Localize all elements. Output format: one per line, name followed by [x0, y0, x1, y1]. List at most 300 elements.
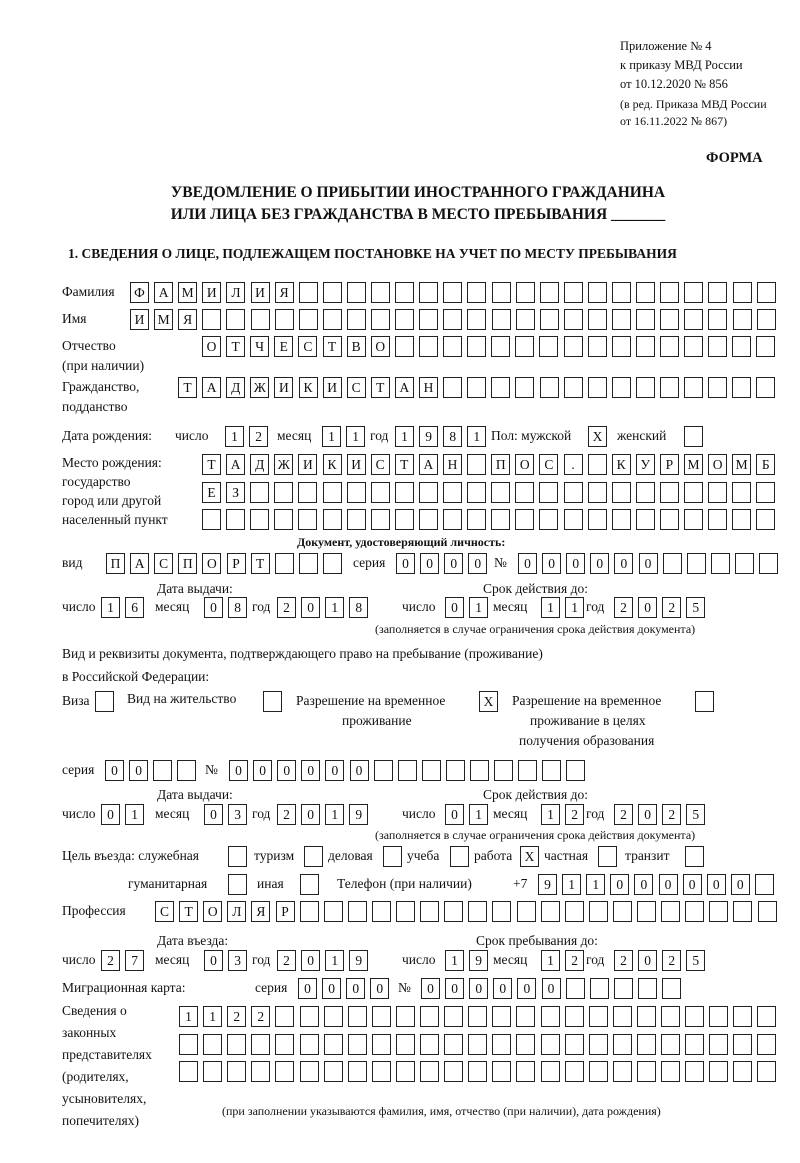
birthplace-2-box[interactable] [708, 509, 727, 530]
birth-year-box[interactable]: 1 [467, 426, 486, 447]
sex-female-checkbox[interactable] [684, 426, 703, 447]
name-box[interactable] [588, 309, 607, 330]
stay_until-day-box[interactable]: 9 [469, 950, 488, 971]
representatives-1-box[interactable] [420, 1034, 439, 1055]
purpose-tourism-checkbox[interactable] [304, 846, 323, 867]
birthplace-0-box[interactable]: У [636, 454, 655, 475]
birth-day-box[interactable]: 1 [225, 426, 244, 447]
patronymic-box[interactable]: В [347, 336, 366, 357]
representatives-1-box[interactable] [300, 1034, 319, 1055]
surname-box[interactable] [708, 282, 727, 303]
surname-box[interactable] [395, 282, 414, 303]
migration_card-number-box[interactable] [590, 978, 609, 999]
stay_doc-issue-month-box[interactable]: 3 [228, 804, 247, 825]
citizenship-box[interactable]: Т [371, 377, 390, 398]
birthplace-0-box[interactable]: Т [395, 454, 414, 475]
citizenship-box[interactable]: Д [226, 377, 245, 398]
birthplace-1-box[interactable] [684, 482, 703, 503]
representatives-0-box[interactable] [637, 1006, 656, 1027]
representatives-2-box[interactable] [444, 1061, 463, 1082]
birthplace-0-box[interactable] [467, 454, 486, 475]
id_doc-number-box[interactable]: 0 [590, 553, 609, 574]
surname-box[interactable]: И [202, 282, 221, 303]
representatives-0-box[interactable] [275, 1006, 294, 1027]
profession-box[interactable] [541, 901, 560, 922]
citizenship-box[interactable] [564, 377, 583, 398]
patronymic-box[interactable]: Е [274, 336, 293, 357]
birthplace-1-box[interactable] [371, 482, 390, 503]
patronymic-box[interactable] [491, 336, 510, 357]
profession-box[interactable] [661, 901, 680, 922]
phone-box[interactable] [755, 874, 774, 895]
birthplace-2-box[interactable] [371, 509, 390, 530]
profession-box[interactable] [517, 901, 536, 922]
birthplace-1-box[interactable] [467, 482, 486, 503]
stay_doc-valid-year-box[interactable]: 2 [662, 804, 681, 825]
birthplace-0-box[interactable]: А [419, 454, 438, 475]
name-box[interactable] [492, 309, 511, 330]
representatives-1-box[interactable] [444, 1034, 463, 1055]
representatives-2-box[interactable] [492, 1061, 511, 1082]
representatives-2-box[interactable] [661, 1061, 680, 1082]
name-box[interactable]: М [154, 309, 173, 330]
id_doc-number-box[interactable]: 0 [614, 553, 633, 574]
stay_doc-series-box[interactable] [153, 760, 172, 781]
surname-box[interactable] [467, 282, 486, 303]
id_doc-issue-year-box[interactable]: 2 [277, 597, 296, 618]
patronymic-box[interactable] [732, 336, 751, 357]
name-box[interactable] [540, 309, 559, 330]
profession-box[interactable]: Л [227, 901, 246, 922]
birth-year-box[interactable]: 8 [443, 426, 462, 447]
birthplace-1-box[interactable] [756, 482, 775, 503]
phone-box[interactable]: 0 [731, 874, 750, 895]
purpose-official-checkbox[interactable] [228, 846, 247, 867]
birthplace-1-box[interactable] [732, 482, 751, 503]
birthplace-0-box[interactable]: П [491, 454, 510, 475]
patronymic-box[interactable] [708, 336, 727, 357]
patronymic-box[interactable]: Т [226, 336, 245, 357]
representatives-2-box[interactable] [324, 1061, 343, 1082]
entry-year-box[interactable]: 2 [277, 950, 296, 971]
stay_until-year-box[interactable]: 5 [686, 950, 705, 971]
birthplace-1-box[interactable] [274, 482, 293, 503]
id_doc-series-box[interactable]: 0 [468, 553, 487, 574]
citizenship-box[interactable] [515, 377, 534, 398]
stay_until-month-box[interactable]: 1 [541, 950, 560, 971]
entry-year-box[interactable]: 0 [301, 950, 320, 971]
birthplace-2-box[interactable] [539, 509, 558, 530]
birthplace-2-box[interactable] [612, 509, 631, 530]
birthplace-1-box[interactable] [347, 482, 366, 503]
name-box[interactable] [612, 309, 631, 330]
stay_doc-temp_permit-checkbox[interactable]: X [479, 691, 498, 712]
birthplace-1-box[interactable] [564, 482, 583, 503]
profession-box[interactable] [420, 901, 439, 922]
surname-box[interactable] [323, 282, 342, 303]
representatives-1-box[interactable] [492, 1034, 511, 1055]
citizenship-box[interactable] [540, 377, 559, 398]
surname-box[interactable] [660, 282, 679, 303]
citizenship-box[interactable]: Ж [250, 377, 269, 398]
representatives-0-box[interactable] [516, 1006, 535, 1027]
birthplace-0-box[interactable]: О [708, 454, 727, 475]
id_doc-issue-month-box[interactable]: 0 [204, 597, 223, 618]
citizenship-box[interactable]: С [347, 377, 366, 398]
surname-box[interactable] [443, 282, 462, 303]
name-box[interactable] [684, 309, 703, 330]
representatives-2-box[interactable] [396, 1061, 415, 1082]
stay_doc-number-box[interactable]: 0 [301, 760, 320, 781]
phone-box[interactable]: 0 [610, 874, 629, 895]
migration_card-number-box[interactable] [638, 978, 657, 999]
birthplace-0-box[interactable]: С [371, 454, 390, 475]
patronymic-box[interactable] [395, 336, 414, 357]
representatives-2-box[interactable] [251, 1061, 270, 1082]
representatives-1-box[interactable] [757, 1034, 776, 1055]
representatives-0-box[interactable] [324, 1006, 343, 1027]
surname-box[interactable]: Ф [130, 282, 149, 303]
representatives-1-box[interactable] [396, 1034, 415, 1055]
birthplace-2-box[interactable] [226, 509, 245, 530]
representatives-1-box[interactable] [227, 1034, 246, 1055]
surname-box[interactable]: Я [275, 282, 294, 303]
surname-box[interactable] [564, 282, 583, 303]
phone-box[interactable]: 1 [562, 874, 581, 895]
representatives-1-box[interactable] [348, 1034, 367, 1055]
stay_doc-series-box[interactable]: 0 [129, 760, 148, 781]
birthplace-2-box[interactable] [491, 509, 510, 530]
representatives-0-box[interactable] [661, 1006, 680, 1027]
name-box[interactable] [564, 309, 583, 330]
purpose-private-checkbox[interactable] [598, 846, 617, 867]
patronymic-box[interactable] [756, 336, 775, 357]
stay_doc-issue-month-box[interactable]: 0 [204, 804, 223, 825]
stay_doc-valid-year-box[interactable]: 2 [614, 804, 633, 825]
citizenship-box[interactable] [612, 377, 631, 398]
representatives-0-box[interactable] [372, 1006, 391, 1027]
stay_doc-number-box[interactable] [566, 760, 585, 781]
citizenship-box[interactable]: А [202, 377, 221, 398]
surname-box[interactable]: Л [226, 282, 245, 303]
representatives-0-box[interactable] [444, 1006, 463, 1027]
representatives-0-box[interactable] [300, 1006, 319, 1027]
representatives-1-box[interactable] [589, 1034, 608, 1055]
surname-box[interactable] [371, 282, 390, 303]
patronymic-box[interactable] [564, 336, 583, 357]
migration_card-number-box[interactable]: 0 [493, 978, 512, 999]
representatives-0-box[interactable] [613, 1006, 632, 1027]
id_doc-number-box[interactable]: 0 [566, 553, 585, 574]
migration_card-number-box[interactable]: 0 [421, 978, 440, 999]
birthplace-1-box[interactable]: Е [202, 482, 221, 503]
entry-year-box[interactable]: 9 [349, 950, 368, 971]
representatives-1-box[interactable] [251, 1034, 270, 1055]
birthplace-1-box[interactable] [588, 482, 607, 503]
birthplace-2-box[interactable] [419, 509, 438, 530]
birthplace-2-box[interactable] [684, 509, 703, 530]
representatives-2-box[interactable] [348, 1061, 367, 1082]
stay_doc-number-box[interactable]: 0 [350, 760, 369, 781]
name-box[interactable] [202, 309, 221, 330]
stay_doc-issue-day-box[interactable]: 0 [101, 804, 120, 825]
stay_doc-issue-year-box[interactable]: 1 [325, 804, 344, 825]
birthplace-2-box[interactable] [756, 509, 775, 530]
purpose-work-checkbox[interactable]: X [520, 846, 539, 867]
stay_doc-number-box[interactable]: 0 [277, 760, 296, 781]
id_doc-kind-box[interactable]: С [154, 553, 173, 574]
representatives-1-box[interactable] [516, 1034, 535, 1055]
id_doc-kind-box[interactable]: А [130, 553, 149, 574]
stay_doc-number-box[interactable] [398, 760, 417, 781]
profession-box[interactable] [348, 901, 367, 922]
id_doc-valid-year-box[interactable]: 2 [662, 597, 681, 618]
patronymic-box[interactable] [636, 336, 655, 357]
stay_doc-valid-month-box[interactable]: 1 [541, 804, 560, 825]
birthplace-0-box[interactable]: Р [660, 454, 679, 475]
stay_doc-visa-checkbox[interactable] [95, 691, 114, 712]
id_doc-number-box[interactable] [711, 553, 730, 574]
citizenship-box[interactable]: К [299, 377, 318, 398]
surname-box[interactable] [733, 282, 752, 303]
representatives-1-box[interactable] [179, 1034, 198, 1055]
representatives-1-box[interactable] [685, 1034, 704, 1055]
profession-box[interactable]: Р [276, 901, 295, 922]
phone-box[interactable]: 0 [707, 874, 726, 895]
representatives-1-box[interactable] [661, 1034, 680, 1055]
profession-box[interactable] [444, 901, 463, 922]
birthplace-2-box[interactable] [323, 509, 342, 530]
stay_doc-valid-day-box[interactable]: 1 [469, 804, 488, 825]
surname-box[interactable]: М [178, 282, 197, 303]
representatives-0-box[interactable]: 2 [251, 1006, 270, 1027]
birthplace-1-box[interactable] [443, 482, 462, 503]
birthplace-1-box[interactable] [612, 482, 631, 503]
birthplace-0-box[interactable]: К [612, 454, 631, 475]
surname-box[interactable] [588, 282, 607, 303]
representatives-0-box[interactable] [589, 1006, 608, 1027]
name-box[interactable] [733, 309, 752, 330]
purpose-study-checkbox[interactable] [450, 846, 469, 867]
birthplace-1-box[interactable] [708, 482, 727, 503]
representatives-0-box[interactable] [685, 1006, 704, 1027]
citizenship-box[interactable] [708, 377, 727, 398]
citizenship-box[interactable]: И [274, 377, 293, 398]
profession-box[interactable] [589, 901, 608, 922]
surname-box[interactable] [757, 282, 776, 303]
representatives-0-box[interactable] [541, 1006, 560, 1027]
name-box[interactable]: И [130, 309, 149, 330]
migration_card-series-box[interactable]: 0 [346, 978, 365, 999]
representatives-0-box[interactable] [468, 1006, 487, 1027]
profession-box[interactable] [492, 901, 511, 922]
stay_doc-number-box[interactable]: 0 [325, 760, 344, 781]
phone-box[interactable]: 1 [586, 874, 605, 895]
patronymic-box[interactable] [588, 336, 607, 357]
id_doc-valid-year-box[interactable]: 2 [614, 597, 633, 618]
representatives-1-box[interactable] [565, 1034, 584, 1055]
id_doc-number-box[interactable] [735, 553, 754, 574]
representatives-2-box[interactable] [372, 1061, 391, 1082]
representatives-0-box[interactable]: 1 [203, 1006, 222, 1027]
birthplace-0-box[interactable]: И [347, 454, 366, 475]
name-box[interactable] [660, 309, 679, 330]
birth-day-box[interactable]: 2 [249, 426, 268, 447]
phone-box[interactable]: 0 [683, 874, 702, 895]
citizenship-box[interactable] [443, 377, 462, 398]
name-box[interactable] [516, 309, 535, 330]
representatives-0-box[interactable]: 1 [179, 1006, 198, 1027]
profession-box[interactable]: Т [179, 901, 198, 922]
id_doc-number-box[interactable] [663, 553, 682, 574]
id_doc-issue-year-box[interactable]: 8 [349, 597, 368, 618]
surname-box[interactable] [299, 282, 318, 303]
name-box[interactable] [757, 309, 776, 330]
birthplace-0-box[interactable]: О [515, 454, 534, 475]
name-box[interactable] [275, 309, 294, 330]
id_doc-issue-day-box[interactable]: 1 [101, 597, 120, 618]
entry-year-box[interactable]: 1 [325, 950, 344, 971]
representatives-2-box[interactable] [541, 1061, 560, 1082]
id_doc-number-box[interactable]: 0 [542, 553, 561, 574]
phone-box[interactable]: 9 [538, 874, 557, 895]
id_doc-valid-year-box[interactable]: 0 [638, 597, 657, 618]
birthplace-0-box[interactable] [588, 454, 607, 475]
birthplace-2-box[interactable] [564, 509, 583, 530]
purpose-business-checkbox[interactable] [383, 846, 402, 867]
surname-box[interactable] [636, 282, 655, 303]
patronymic-box[interactable] [612, 336, 631, 357]
name-box[interactable] [226, 309, 245, 330]
entry-day-box[interactable]: 2 [101, 950, 120, 971]
birthplace-0-box[interactable]: Б [756, 454, 775, 475]
surname-box[interactable] [540, 282, 559, 303]
profession-box[interactable] [733, 901, 752, 922]
birthplace-0-box[interactable]: Д [250, 454, 269, 475]
representatives-1-box[interactable] [324, 1034, 343, 1055]
birthplace-0-box[interactable]: С [539, 454, 558, 475]
representatives-1-box[interactable] [468, 1034, 487, 1055]
stay_until-year-box[interactable]: 2 [662, 950, 681, 971]
citizenship-box[interactable] [756, 377, 775, 398]
representatives-0-box[interactable] [396, 1006, 415, 1027]
representatives-2-box[interactable] [685, 1061, 704, 1082]
id_doc-kind-box[interactable] [275, 553, 294, 574]
representatives-0-box[interactable]: 2 [227, 1006, 246, 1027]
stay_doc-issue-year-box[interactable]: 9 [349, 804, 368, 825]
stay_doc-number-box[interactable] [518, 760, 537, 781]
citizenship-box[interactable] [660, 377, 679, 398]
birthplace-2-box[interactable] [636, 509, 655, 530]
representatives-2-box[interactable] [613, 1061, 632, 1082]
profession-box[interactable]: Я [251, 901, 270, 922]
birthplace-1-box[interactable] [636, 482, 655, 503]
representatives-2-box[interactable] [179, 1061, 198, 1082]
entry-month-box[interactable]: 0 [204, 950, 223, 971]
name-box[interactable] [323, 309, 342, 330]
migration_card-number-box[interactable]: 0 [517, 978, 536, 999]
citizenship-box[interactable]: А [395, 377, 414, 398]
birthplace-2-box[interactable] [515, 509, 534, 530]
stay_doc-residence-checkbox[interactable] [263, 691, 282, 712]
name-box[interactable] [371, 309, 390, 330]
stay_doc-number-box[interactable] [374, 760, 393, 781]
profession-box[interactable]: О [203, 901, 222, 922]
birthplace-1-box[interactable]: З [226, 482, 245, 503]
stay_doc-number-box[interactable] [446, 760, 465, 781]
stay_doc-number-box[interactable] [422, 760, 441, 781]
profession-box[interactable] [709, 901, 728, 922]
birthplace-0-box[interactable]: М [732, 454, 751, 475]
id_doc-valid-day-box[interactable]: 0 [445, 597, 464, 618]
representatives-0-box[interactable] [348, 1006, 367, 1027]
surname-box[interactable] [419, 282, 438, 303]
birthplace-2-box[interactable] [298, 509, 317, 530]
purpose-transit-checkbox[interactable] [685, 846, 704, 867]
stay_doc-series-box[interactable] [177, 760, 196, 781]
id_doc-number-box[interactable] [687, 553, 706, 574]
profession-box[interactable] [758, 901, 777, 922]
migration_card-series-box[interactable]: 0 [370, 978, 389, 999]
profession-box[interactable]: С [155, 901, 174, 922]
representatives-2-box[interactable] [468, 1061, 487, 1082]
profession-box[interactable] [300, 901, 319, 922]
birthplace-1-box[interactable] [491, 482, 510, 503]
birthplace-0-box[interactable]: Т [202, 454, 221, 475]
id_doc-number-box[interactable] [759, 553, 778, 574]
entry-day-box[interactable]: 7 [125, 950, 144, 971]
migration_card-number-box[interactable]: 0 [469, 978, 488, 999]
birthplace-2-box[interactable] [274, 509, 293, 530]
birth-year-box[interactable]: 1 [395, 426, 414, 447]
id_doc-valid-year-box[interactable]: 5 [686, 597, 705, 618]
birthplace-2-box[interactable] [250, 509, 269, 530]
surname-box[interactable]: И [251, 282, 270, 303]
surname-box[interactable] [684, 282, 703, 303]
surname-box[interactable] [612, 282, 631, 303]
stay_doc-valid-year-box[interactable]: 5 [686, 804, 705, 825]
representatives-2-box[interactable] [733, 1061, 752, 1082]
citizenship-box[interactable] [732, 377, 751, 398]
stay_until-month-box[interactable]: 2 [565, 950, 584, 971]
representatives-2-box[interactable] [589, 1061, 608, 1082]
representatives-2-box[interactable] [757, 1061, 776, 1082]
name-box[interactable] [347, 309, 366, 330]
representatives-1-box[interactable] [613, 1034, 632, 1055]
id_doc-valid-month-box[interactable]: 1 [565, 597, 584, 618]
id_doc-number-box[interactable]: 0 [518, 553, 537, 574]
patronymic-box[interactable]: С [298, 336, 317, 357]
stay_doc-number-box[interactable] [470, 760, 489, 781]
citizenship-box[interactable] [636, 377, 655, 398]
birthplace-2-box[interactable] [467, 509, 486, 530]
birthplace-0-box[interactable]: А [226, 454, 245, 475]
birthplace-1-box[interactable] [515, 482, 534, 503]
purpose-humanitarian-checkbox[interactable] [228, 874, 247, 895]
representatives-0-box[interactable] [733, 1006, 752, 1027]
birthplace-1-box[interactable] [660, 482, 679, 503]
profession-box[interactable] [565, 901, 584, 922]
citizenship-box[interactable] [467, 377, 486, 398]
birthplace-2-box[interactable] [660, 509, 679, 530]
birthplace-1-box[interactable] [539, 482, 558, 503]
representatives-1-box[interactable] [709, 1034, 728, 1055]
id_doc-kind-box[interactable]: О [202, 553, 221, 574]
birthplace-0-box[interactable]: И [298, 454, 317, 475]
surname-box[interactable]: А [154, 282, 173, 303]
stay_doc-issue-year-box[interactable]: 0 [301, 804, 320, 825]
surname-box[interactable] [516, 282, 535, 303]
